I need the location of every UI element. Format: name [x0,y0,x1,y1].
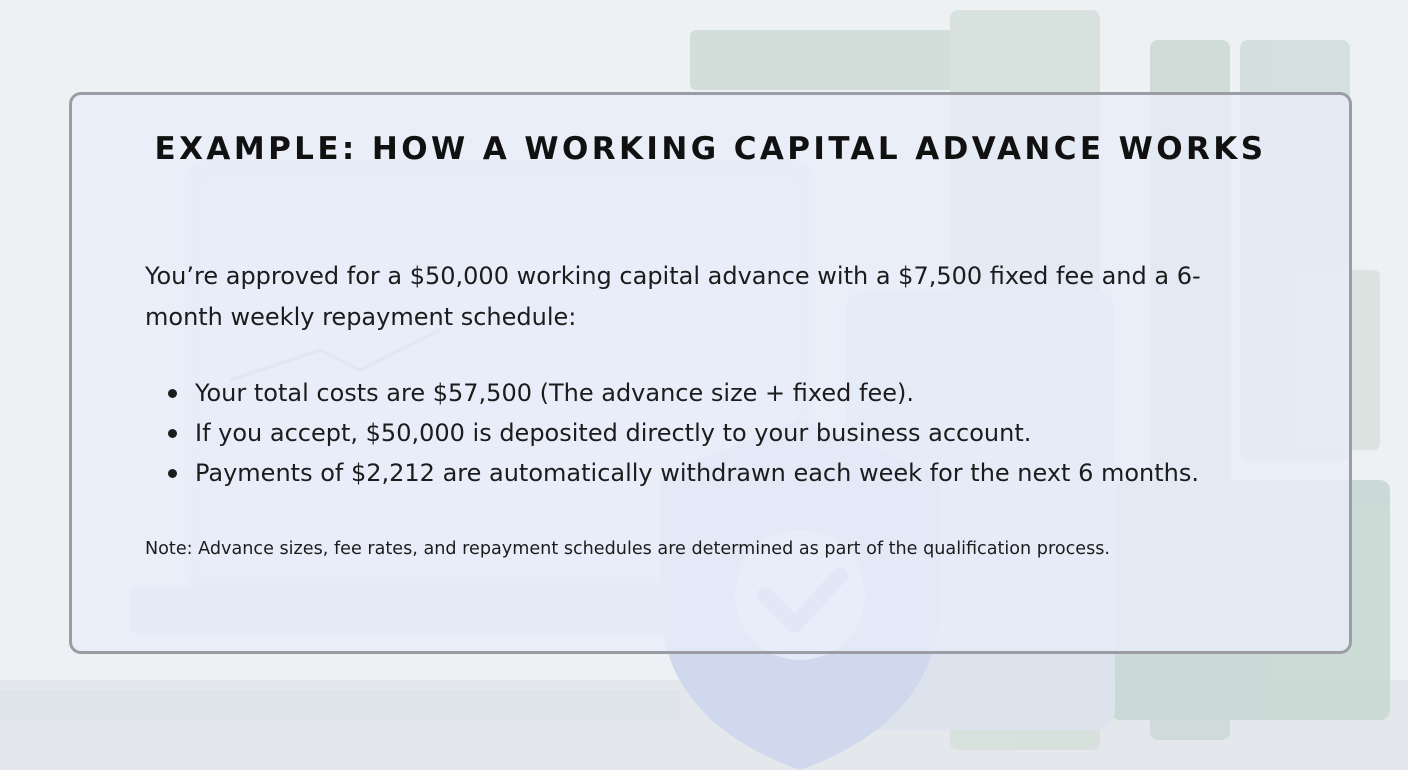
list-item [145,413,1305,453]
note-text: Note: Advance sizes, fee rates, and repayment schedules are determined as part of the qualification process. [145,539,1111,559]
bullet-dot-icon [168,429,177,438]
bullet-text: If you accept, $50,000 is deposited directly to your business account. [195,419,1032,447]
list-item [145,373,1305,413]
example-card [69,92,1352,654]
bullet-text: Your total costs are $57,500 (The advance size + fixed fee). [195,379,914,407]
bullet-dot-icon [168,389,177,398]
card-title: EXAMPLE: HOW A WORKING CAPITAL ADVANCE WORKS [154,131,1267,167]
intro-paragraph: You’re approved for a $50,000 working capital advance with a $7,500 fixed fee and a 6-month weekly repayment schedule: [145,262,1201,331]
bullet-list [145,373,1305,493]
bullet-text: Payments of $2,212 are automatically withdrawn each week for the next 6 months. [195,459,1200,487]
bullet-dot-icon [168,469,177,478]
list-item [145,453,1305,493]
